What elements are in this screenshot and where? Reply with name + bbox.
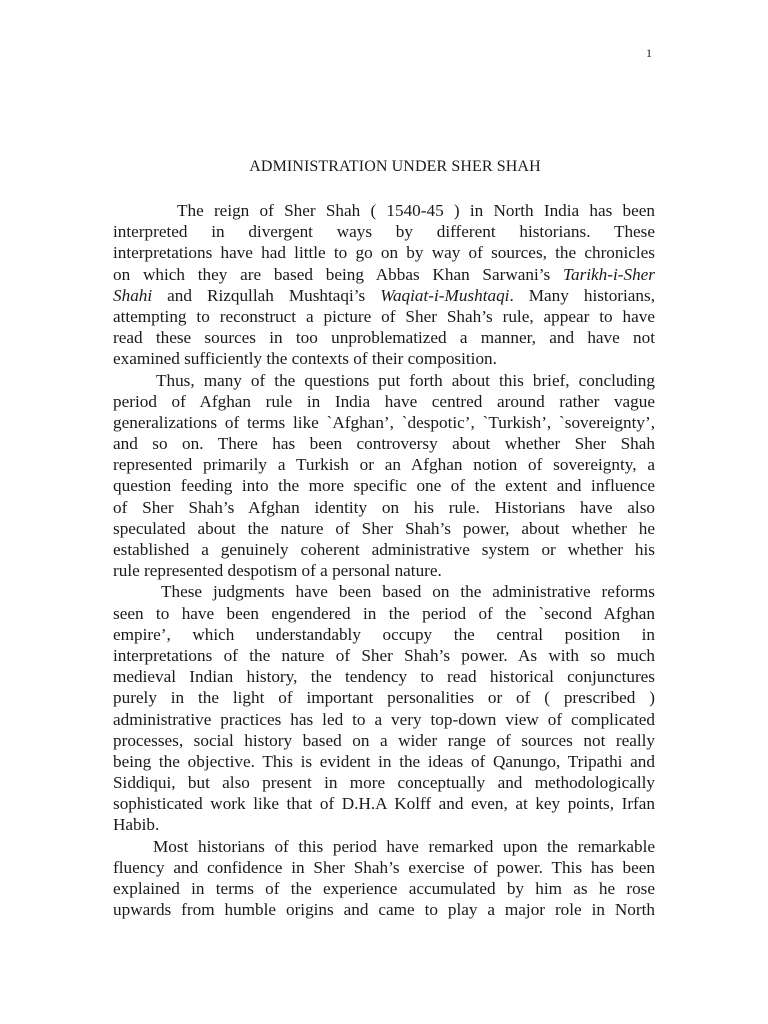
text-segment: represented primarily a Turkish or an Afghan notion of sovereignty, a [113, 455, 655, 475]
text-segment: rule represented despotism of a personal nature. [113, 561, 442, 581]
text-segment: speculated about the nature of Sher Shah’s power, about whether he [113, 518, 655, 538]
text-line [113, 454, 655, 475]
text-line [113, 709, 655, 730]
text-segment: interpretations of the nature of Sher Shah’s power. As with so much [113, 645, 655, 665]
text-line [113, 645, 655, 666]
text-segment: . Many historians, [509, 285, 655, 305]
text-line [113, 878, 655, 899]
text-line [113, 327, 655, 348]
text-segment: period of Afghan rule in India have centred around rather vague [113, 391, 655, 411]
text-segment: attempting to reconstruct a picture of Sher Shah’s rule, appear to have [113, 306, 655, 326]
text-line [113, 370, 655, 391]
text-segment: upwards from humble origins and came to play a major role in North [113, 900, 655, 920]
text-segment: being the objective. This is evident in the ideas of Qanungo, Tripathi and [113, 751, 655, 771]
text-line [113, 751, 655, 772]
text-line [113, 200, 655, 221]
text-segment: fluency and confidence in Sher Shah’s exercise of power. This has been [113, 857, 655, 877]
text-line [113, 687, 655, 708]
text-line [113, 264, 655, 285]
text-line [113, 221, 655, 242]
document-body [113, 200, 655, 920]
text-line [113, 857, 655, 878]
text-segment: processes, social history based on a wider range of sources not really [113, 730, 655, 750]
text-line [113, 666, 655, 687]
text-segment: purely in the light of important personalities or of ( prescribed ) [113, 688, 655, 708]
text-segment: established a genuinely coherent administrative system or whether his [113, 540, 655, 559]
text-segment: Thus, many of the questions put forth about this brief, concluding [156, 370, 655, 390]
text-line [113, 348, 655, 369]
paragraph [113, 200, 655, 370]
text-segment: These judgments have been based on the administrative reforms [161, 582, 655, 602]
text-segment: question feeding into the more specific one of the extent and influence [113, 476, 655, 496]
italic-title-text: Waqiat-i-Mushtaqi [380, 285, 510, 305]
text-segment: medieval Indian history, the tendency to read historical conjunctures [113, 667, 655, 687]
text-segment: of Sher Shah’s Afghan identity on his rule. Historians have also [113, 497, 655, 517]
text-line [113, 730, 655, 751]
text-line [113, 581, 655, 602]
text-line [113, 497, 655, 518]
text-segment: interpreted in divergent ways by different historians. These [113, 222, 655, 242]
text-segment: and Rizqullah Mushtaqi’s [152, 285, 381, 305]
text-segment: read these sources in too unproblematized a manner, and have not [113, 328, 655, 348]
text-line [113, 814, 655, 835]
text-segment: explained in terms of the experience accumulated by him as he rose [113, 879, 655, 898]
text-line [113, 433, 655, 454]
paragraph [113, 370, 655, 582]
text-segment: empire’, which understandably occupy the central position in [113, 624, 655, 644]
text-segment: Habib. [113, 815, 160, 835]
text-line [113, 560, 655, 581]
page-number: 1 [646, 46, 652, 60]
text-line [113, 772, 655, 793]
text-segment: on which they are based being Abbas Khan Sarwani’s [113, 264, 563, 284]
text-line [113, 475, 655, 496]
text-line [113, 603, 655, 624]
document-title: ADMINISTRATION UNDER SHER SHAH [249, 158, 541, 175]
text-line [113, 285, 655, 306]
paragraph [113, 836, 655, 921]
text-segment: examined sufficiently the contexts of their composition. [113, 349, 497, 369]
text-line [113, 899, 655, 920]
paragraph [113, 581, 655, 835]
text-segment: generalizations of terms like `Afghan’, `despotic’, `Turkish’, `sovereignty’, [113, 412, 655, 432]
text-line [113, 518, 655, 539]
text-segment: Most historians of this period have remarked upon the remarkable [153, 836, 655, 856]
text-segment: Siddiqui, but also present in more conceptually and methodologically [113, 773, 655, 793]
text-segment: sophisticated work like that of D.H.A Kolff and even, at key points, Irfan [113, 794, 655, 814]
text-line [113, 412, 655, 433]
italic-title-text: Tarikh-i-Sher [563, 264, 655, 284]
text-segment: administrative practices has led to a very top-down view of complicated [113, 709, 655, 729]
text-line [113, 306, 655, 327]
italic-title-text: Shahi [113, 285, 153, 305]
text-line [113, 539, 655, 560]
text-line [113, 793, 655, 814]
text-line [113, 391, 655, 412]
text-segment: The reign of Sher Shah ( 1540-45 ) in North India has been [177, 201, 655, 220]
text-line [113, 242, 655, 263]
text-segment: interpretations have had little to go on by way of sources, the chronicles [113, 243, 655, 263]
text-line [113, 624, 655, 645]
text-segment: seen to have been engendered in the period of the `second Afghan [113, 603, 655, 623]
text-line [113, 836, 655, 857]
text-segment: and so on. There has been controversy about whether Sher Shah [113, 434, 655, 454]
